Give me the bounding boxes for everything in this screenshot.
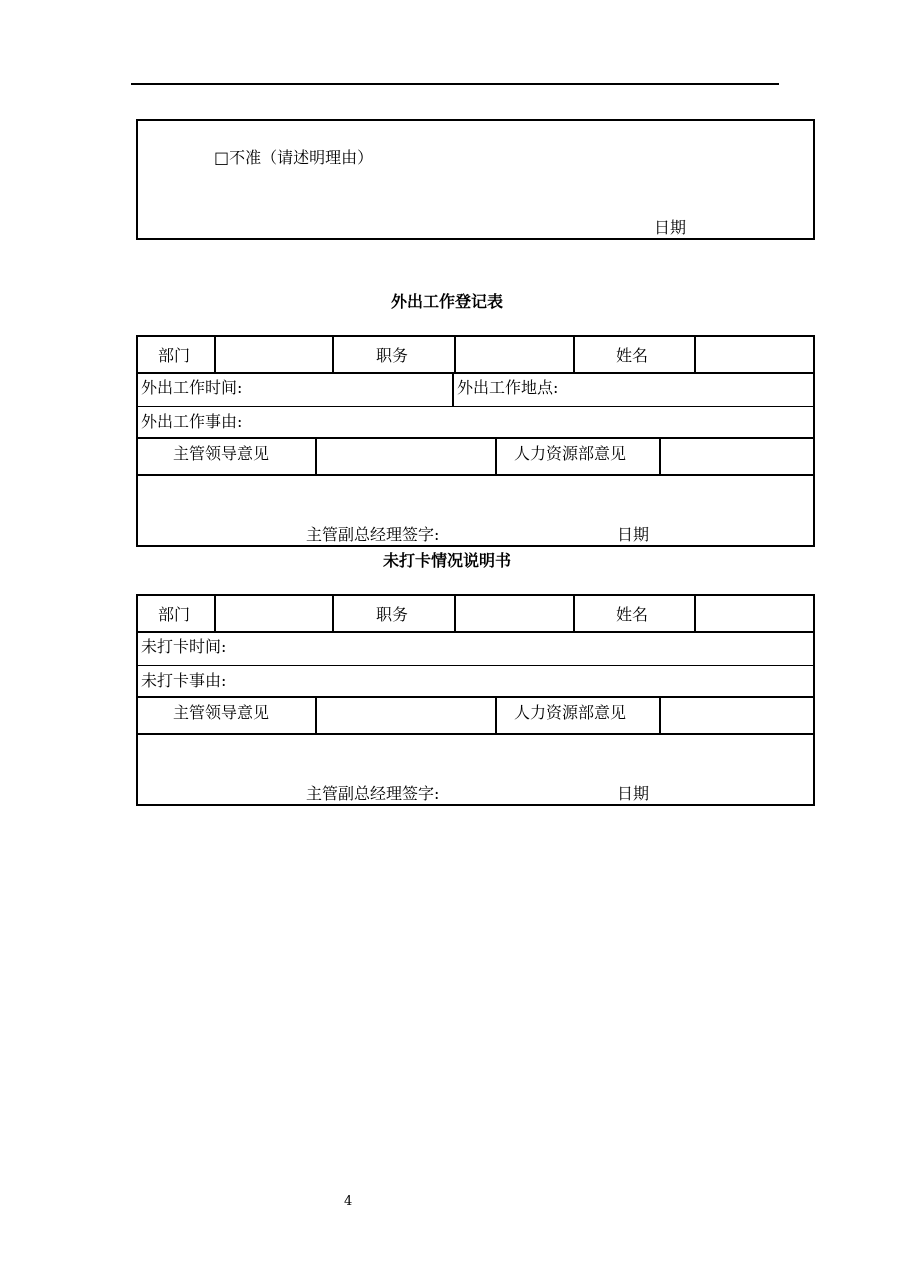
outing-form-title: 外出工作登记表	[391, 292, 504, 311]
outing-position-label: 职务	[376, 346, 409, 365]
outing-supervisor-opinion-label: 主管领导意见	[173, 444, 270, 463]
missed-hr-opinion-field[interactable]	[661, 698, 813, 733]
outing-supervisor-opinion-field[interactable]	[317, 439, 495, 474]
missed-dept-field[interactable]	[216, 596, 332, 631]
approval-box	[136, 119, 815, 240]
outing-name-field[interactable]	[696, 337, 813, 372]
missed-name-label: 姓名	[616, 605, 649, 624]
outing-form-table	[136, 335, 815, 547]
missed-supervisor-opinion-label: 主管领导意见	[173, 703, 270, 722]
outing-name-label: 姓名	[616, 346, 649, 365]
missed-vp-signature-label: 主管副总经理签字:	[306, 784, 440, 803]
outing-date-label: 日期	[617, 525, 650, 544]
missed-supervisor-opinion-field[interactable]	[317, 698, 495, 733]
missed-name-field[interactable]	[696, 596, 813, 631]
page-number: 4	[344, 1194, 353, 1209]
outing-hr-opinion-label: 人力资源部意见	[514, 444, 627, 463]
missed-punch-table	[136, 594, 815, 806]
reject-option[interactable]: □不准（请述明理由）	[214, 148, 374, 167]
outing-reason-label: 外出工作事由:	[141, 412, 243, 431]
missed-position-label: 职务	[376, 605, 409, 624]
outing-hr-opinion-field[interactable]	[661, 439, 813, 474]
missed-hr-opinion-label: 人力资源部意见	[514, 703, 627, 722]
missed-dept-label: 部门	[158, 605, 191, 624]
missed-date-label: 日期	[617, 784, 650, 803]
outing-time-label: 外出工作时间:	[141, 378, 243, 397]
outing-dept-field[interactable]	[216, 337, 332, 372]
missed-punch-title: 未打卡情况说明书	[383, 551, 512, 570]
missed-position-field[interactable]	[456, 596, 573, 631]
approval-date-label: 日期	[654, 218, 687, 237]
missed-reason-label: 未打卡事由:	[141, 671, 227, 690]
missed-time-label: 未打卡时间:	[141, 637, 227, 656]
outing-vp-signature-label: 主管副总经理签字:	[306, 525, 440, 544]
outing-position-field[interactable]	[456, 337, 573, 372]
header-rule	[131, 83, 779, 85]
outing-dept-label: 部门	[158, 346, 191, 365]
outing-place-label: 外出工作地点:	[457, 378, 559, 397]
